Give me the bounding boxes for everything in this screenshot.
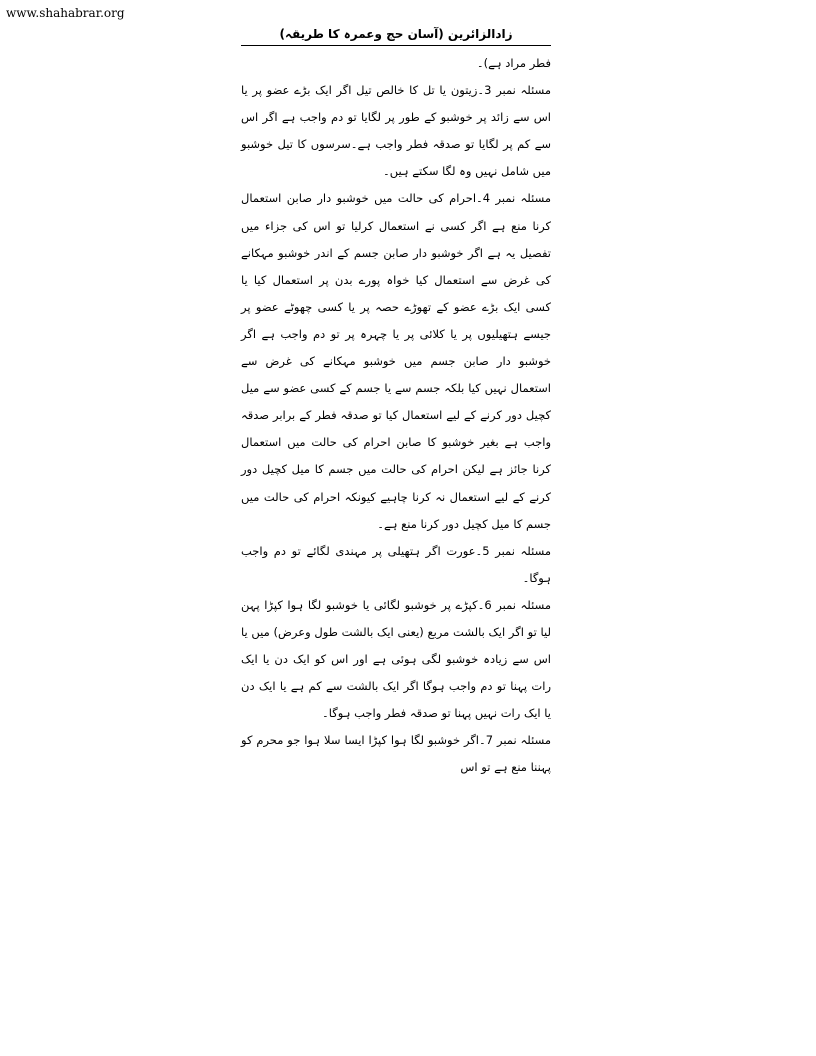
paragraph-masala-5: مسئلہ نمبر 5۔عورت اگر ہتھیلی پر مہندی لگائے تو دم واجب ہوگا۔ bbox=[241, 543, 551, 585]
page-content bbox=[241, 26, 551, 782]
paragraph-masala-7: مسئلہ نمبر 7۔اگر خوشبو لگا ہوا کپڑا ایسا سلا ہوا جو محرم کو پہننا منع ہے تو اس bbox=[241, 733, 551, 775]
paragraph-masala-3: مسئلہ نمبر 3۔زیتون یا تل کا خالص تیل اگر ایک بڑے عضو پر یا اس سے زائد پر خوشبو کے طور پر لگایا تو دم واجب ہے اگر اس سے کم پر لگایا تو صدقہ فطر واجب ہے۔سرسوں کا تیل خوشبو میں شامل نہیں وہ لگا سکتے ہیں۔ bbox=[241, 83, 551, 179]
body-text bbox=[241, 50, 551, 782]
paragraph-masala-6: مسئلہ نمبر 6۔کپڑے پر خوشبو لگائی یا خوشبو لگا ہوا کپڑا پہن لیا تو اگر ایک بالشت مربع (یعنی ایک بالشت طول وعرض) میں یا اس سے زیادہ خوشبو لگی ہوئی ہے اور اس کو ایک دن یا ایک رات پہنا تو دم واجب ہوگا اگر ایک بالشت سے کم ہے یا ایک دن یا ایک رات نہیں پہنا تو صدقہ فطر واجب ہوگا۔ bbox=[241, 597, 551, 721]
website-watermark: www.shahabrar.org bbox=[6, 6, 125, 20]
running-header: زادالزائرین (آسان حج وعمرہ کا طریقہ) bbox=[241, 26, 551, 46]
paragraph-continuation: فطر مراد ہے)۔ bbox=[476, 56, 551, 70]
paragraph-masala-4: مسئلہ نمبر 4۔احرام کی حالت میں خوشبو دار صابن استعمال کرنا منع ہے اگر کسی نے استعمال کرلیا تو اس کی جزاء میں تفصیل یہ ہے اگر خوشبو دار صابن جسم کے اندر خوشبو مہکانے کی غرض سے استعمال کیا خواہ پورے بدن پر استعمال کیا یا کسی ایک بڑے عضو کے تھوڑے حصہ پر یا کسی چھوٹے عضو پر جیسے ہتھیلیوں پر یا کلائی پر یا چہرہ پر تو دم واجب ہے اگر خوشبو دار صابن جسم میں خوشبو مہکانے کی غرض سے استعمال نہیں کیا بلکہ جسم سے یا جسم کے کسی عضو سے میل کچیل دور کرنے کے لیے استعمال کیا تو صدقہ فطر کے برابر صدقہ واجب ہے بغیر خوشبو کا صابن احرام کی حالت میں استعمال کرنا جائز ہے لیکن احرام کی حالت میں جسم کا میل کچیل دور کرنے کے لیے استعمال نہ کرنا چاہیے کیونکہ احرام کی حالت میں جسم کا میل کچیل دور کرنا منع ہے۔ bbox=[241, 191, 551, 531]
